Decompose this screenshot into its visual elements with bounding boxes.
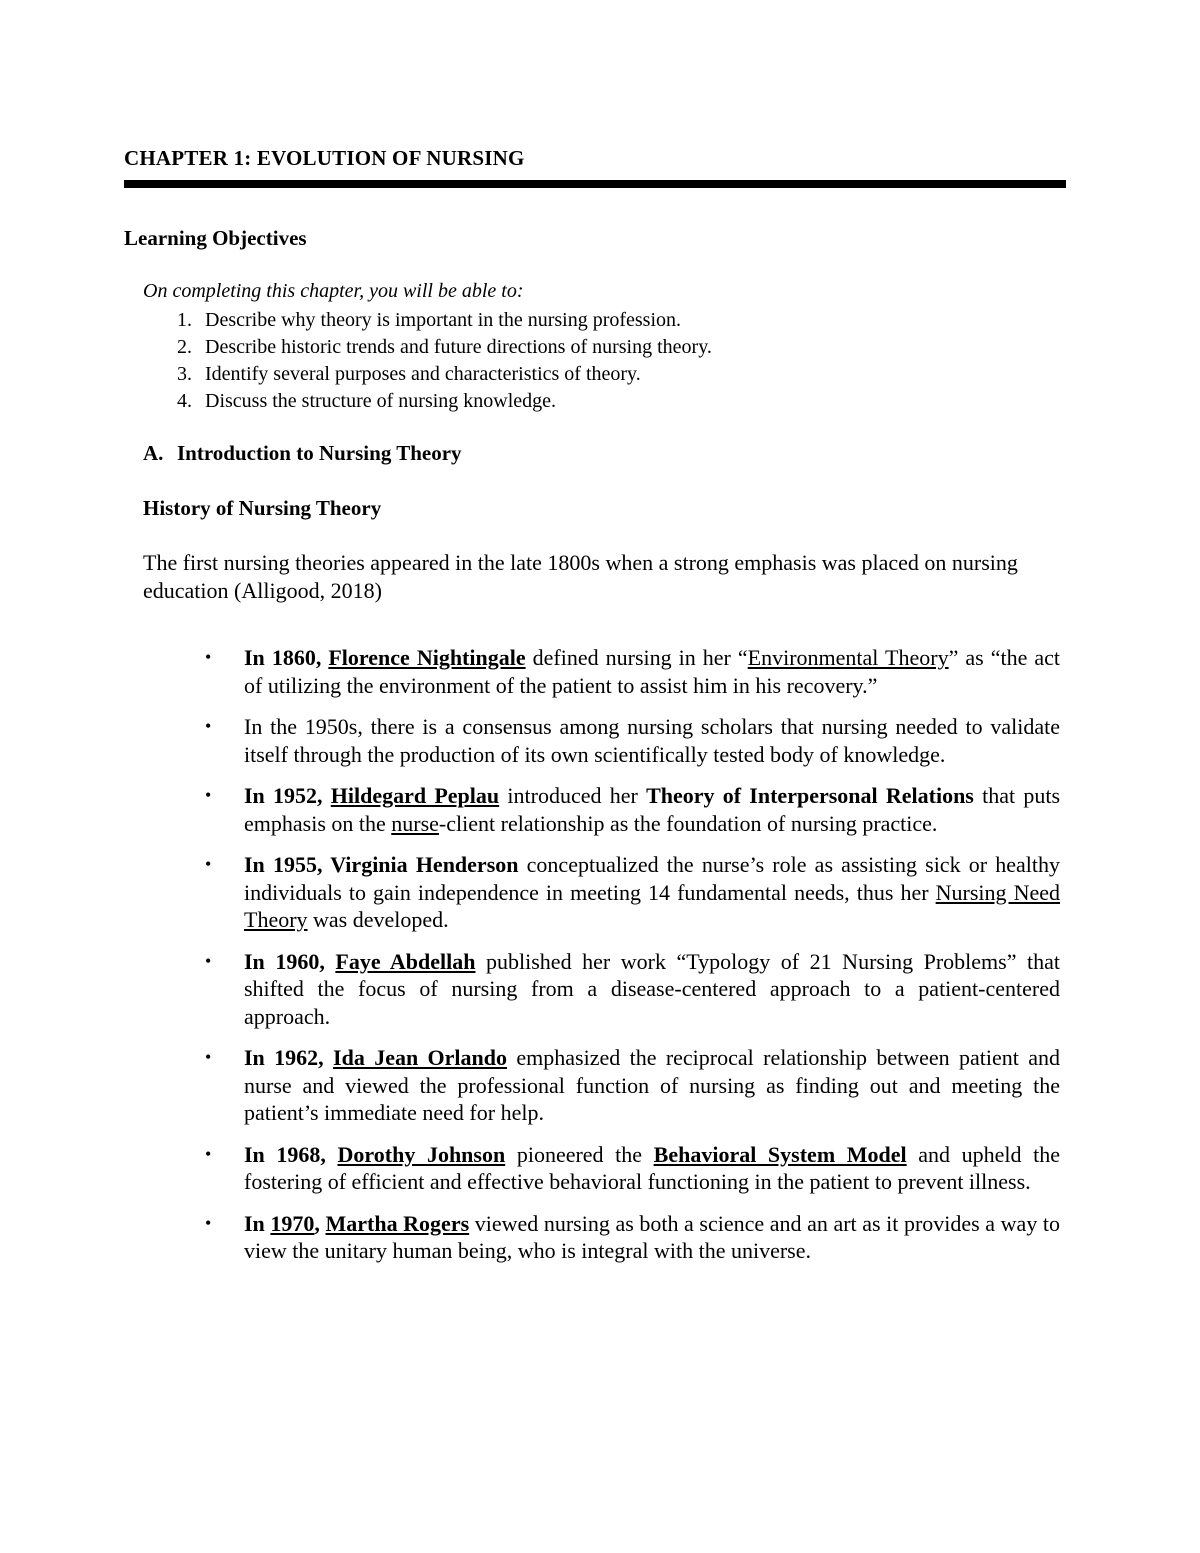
objective-number: 1. <box>177 309 192 331</box>
item-text: pioneered the <box>505 1141 654 1167</box>
list-item <box>205 1141 1060 1196</box>
history-heading: History of Nursing Theory <box>143 496 382 520</box>
item-year: In 1968, <box>244 1141 338 1167</box>
objective-item <box>143 388 712 415</box>
item-text: emphasized the reciprocal relationship between patient and nurse and viewed the professional function of nursing as finding out and meeting the patient’s immediate need for help. <box>244 1045 1060 1125</box>
list-item <box>205 1044 1060 1127</box>
bullet-icon: • <box>205 1047 212 1067</box>
list-item <box>205 948 1060 1031</box>
item-text: conceptualized the nurse’s role as assisting sick or healthy individuals to gain independence in meeting 14 fundamental needs, thus her <box>244 852 1060 905</box>
item-text: ” as “the act of utilizing the environment of the patient to assist him in his recovery.” <box>244 645 1061 698</box>
objective-number: 2. <box>177 336 192 358</box>
theorist-name: Florence Nightingale <box>328 645 526 670</box>
item-text: was developed. <box>307 907 449 932</box>
item-year: In 1962, <box>244 1045 334 1070</box>
bullet-icon: • <box>205 854 212 874</box>
item-text: defined nursing in her “ <box>525 645 748 670</box>
list-item <box>205 851 1060 934</box>
list-item <box>205 1210 1060 1265</box>
item-year: In <box>244 1210 271 1236</box>
theorist-name: Faye Abdellah <box>335 948 476 974</box>
theorist-name: Dorothy Johnson <box>337 1141 506 1167</box>
objective-text: Describe historic trends and future directions of nursing theory. <box>205 336 712 358</box>
section-title: Introduction to Nursing Theory <box>177 441 462 465</box>
theory-name: Environmental Theory <box>747 645 949 670</box>
theory-name: Behavioral System Model <box>653 1141 907 1167</box>
theory-name: Theory of Interpersonal Relations <box>646 783 974 808</box>
list-item <box>205 782 1060 837</box>
timeline-list <box>205 644 1060 1279</box>
learning-objectives-heading: Learning Objectives <box>124 226 307 250</box>
item-year: In 1960, <box>244 948 336 974</box>
item-year-value: 1970 <box>270 1210 315 1236</box>
theorist-name: Ida Jean Orlando <box>333 1045 508 1070</box>
list-item <box>205 644 1060 699</box>
item-year: In 1860, <box>244 645 329 670</box>
item-text: In the 1950s, there is a consensus among nursing scholars that nursing needed to validate itself through the production of its own scientifically tested body of knowledge. <box>244 714 1060 767</box>
objective-number: 3. <box>177 363 192 385</box>
item-text: and upheld the fostering of efficient and effective behavioral functioning in the patient to prevent illness. <box>244 1141 1060 1194</box>
history-intro-paragraph: The first nursing theories appeared in the late 1800s when a strong emphasis was placed on nursing education (Alligood, 2018) <box>143 550 1018 603</box>
bullet-icon: • <box>205 716 212 736</box>
section-letter: A. <box>143 441 164 465</box>
item-text: published her work “Typology of 21 Nursing Problems” that shifted the focus of nursing from a disease-centered approach to a patient-centered approach. <box>244 948 1061 1029</box>
item-text: that puts emphasis on the <box>244 783 1061 836</box>
theorist-name: Hildegard Peplau <box>330 783 500 808</box>
theorist-name: Martha Rogers <box>325 1210 470 1236</box>
item-year: In 1952, <box>244 783 331 808</box>
bullet-icon: • <box>205 1212 212 1233</box>
item-text: -client relationship as the foundation of nursing practice. <box>438 810 938 836</box>
item-text: nurse <box>391 810 439 836</box>
objective-text: Discuss the structure of nursing knowledge. <box>205 390 557 412</box>
objective-text: Identify several purposes and characteristics of theory. <box>205 363 641 385</box>
bullet-icon: • <box>205 950 212 971</box>
learning-objectives-intro: On completing this chapter, you will be able to: <box>143 280 524 302</box>
objective-item <box>143 361 712 388</box>
title-rule <box>124 180 1066 188</box>
objective-number: 4. <box>177 390 192 412</box>
item-text: viewed nursing as both a science and an art as it provides a way to view the unitary human being, who is integral with the universe. <box>244 1210 1061 1263</box>
theory-name: Nursing Need Theory <box>244 879 1060 932</box>
section-a-heading <box>143 441 462 466</box>
theorist-name: In 1955, Virginia Henderson <box>244 852 519 877</box>
item-text: , <box>314 1210 326 1236</box>
objective-item <box>143 307 712 334</box>
bullet-icon: • <box>205 785 212 805</box>
item-text: introduced her <box>499 783 647 808</box>
objectives-list <box>143 307 712 415</box>
bullet-icon: • <box>205 1143 212 1164</box>
objective-text: Describe why theory is important in the nursing profession. <box>205 309 682 331</box>
objective-item <box>143 334 712 361</box>
bullet-icon: • <box>205 647 212 667</box>
list-item <box>205 713 1060 768</box>
chapter-title: CHAPTER 1: EVOLUTION OF NURSING <box>124 146 525 170</box>
